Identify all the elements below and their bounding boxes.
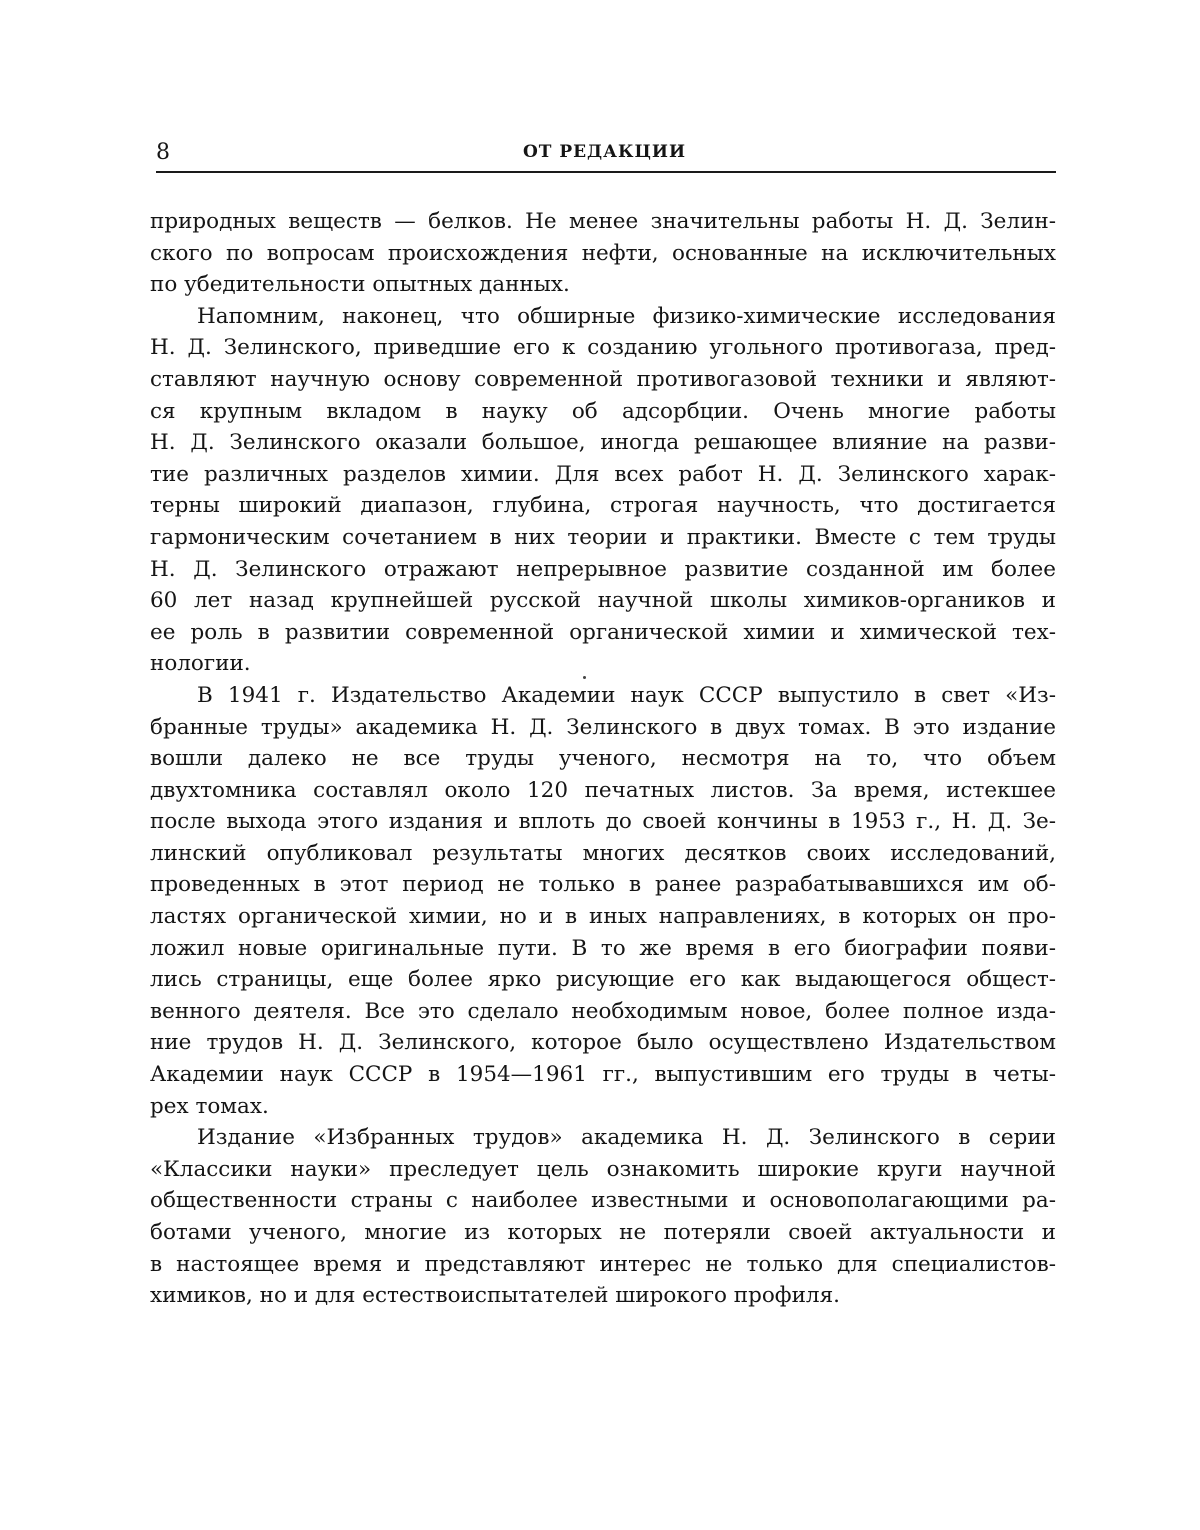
text-line: Н. Д. Зелинского отражают непрерывное развитие созданной им более bbox=[150, 554, 1056, 586]
page-number: 8 bbox=[156, 140, 170, 166]
text-line: ние трудов Н. Д. Зелинского, которое было осуществлено Издательством bbox=[150, 1027, 1056, 1059]
print-speck bbox=[583, 676, 586, 679]
text-line: ся крупным вкладом в науку об адсорбции. Очень многие работы bbox=[150, 396, 1056, 428]
text-line: ложил новые оригинальные пути. В то же время в его биографии появи- bbox=[150, 933, 1056, 965]
text-line: линский опубликовал результаты многих десятков своих исследований, bbox=[150, 838, 1056, 870]
body-text bbox=[150, 206, 1056, 1312]
text-line: ластях органической химии, но и в иных направлениях, в которых он про- bbox=[150, 901, 1056, 933]
text-line: после выхода этого издания и вплоть до своей кончины в 1953 г., Н. Д. Зе- bbox=[150, 806, 1056, 838]
text-line: «Классики науки» преследует цель ознакомить широкие круги научной bbox=[150, 1154, 1056, 1186]
text-line: тие различных разделов химии. Для всех работ Н. Д. Зелинского харак- bbox=[150, 459, 1056, 491]
text-line: в настоящее время и представляют интерес не только для специалистов- bbox=[150, 1249, 1056, 1281]
text-line: Н. Д. Зелинского оказали большое, иногда решающее влияние на разви- bbox=[150, 427, 1056, 459]
text-line: Напомним, наконец, что обширные физико-химические исследования bbox=[150, 301, 1056, 333]
text-line: проведенных в этот период не только в ранее разрабатывавшихся им об- bbox=[150, 869, 1056, 901]
text-line: ее роль в развитии современной органической химии и химической тех- bbox=[150, 617, 1056, 649]
text-line: 60 лет назад крупнейшей русской научной школы химиков-органиков и bbox=[150, 585, 1056, 617]
text-line: ставляют научную основу современной противогазовой техники и являют- bbox=[150, 364, 1056, 396]
text-line: Н. Д. Зелинского, приведшие его к созданию угольного противогаза, пред- bbox=[150, 332, 1056, 364]
text-line: терны широкий диапазон, глубина, строгая научность, что достигается bbox=[150, 490, 1056, 522]
text-line: двухтомника составлял около 120 печатных листов. За время, истекшее bbox=[150, 775, 1056, 807]
text-line: В 1941 г. Издательство Академии наук СССР выпустило в свет «Из- bbox=[150, 680, 1056, 712]
text-line: по убедительности опытных данных. bbox=[150, 269, 1056, 301]
text-line: общественности страны с наиболее известными и основополагающими ра- bbox=[150, 1185, 1056, 1217]
text-line: лись страницы, еще более ярко рисующие его как выдающегося общест- bbox=[150, 964, 1056, 996]
book-page bbox=[0, 0, 1200, 1530]
text-line: венного деятеля. Все это сделало необходимым новое, более полное изда- bbox=[150, 996, 1056, 1028]
text-line: Академии наук СССР в 1954—1961 гг., выпустившим его труды в четы- bbox=[150, 1059, 1056, 1091]
text-line: ского по вопросам происхождения нефти, основанные на исключительных bbox=[150, 238, 1056, 270]
text-line: химиков, но и для естествоиспытателей широкого профиля. bbox=[150, 1280, 1056, 1312]
text-line: гармоническим сочетанием в них теории и практики. Вместе с тем труды bbox=[150, 522, 1056, 554]
text-line: природных веществ — белков. Не менее значительны работы Н. Д. Зелин- bbox=[150, 206, 1056, 238]
text-line: нологии. bbox=[150, 648, 1056, 680]
header-rule bbox=[156, 171, 1056, 173]
text-line: рех томах. bbox=[150, 1091, 1056, 1123]
text-line: бранные труды» академика Н. Д. Зелинского в двух томах. В это издание bbox=[150, 712, 1056, 744]
text-line: вошли далеко не все труды ученого, несмотря на то, что объем bbox=[150, 743, 1056, 775]
section-title: ОТ РЕДАКЦИИ bbox=[153, 140, 1056, 164]
text-line: Издание «Избранных трудов» академика Н. Д. Зелинского в серии bbox=[150, 1122, 1056, 1154]
text-line: ботами ученого, многие из которых не потеряли своей актуальности и bbox=[150, 1217, 1056, 1249]
running-head bbox=[153, 132, 1056, 168]
